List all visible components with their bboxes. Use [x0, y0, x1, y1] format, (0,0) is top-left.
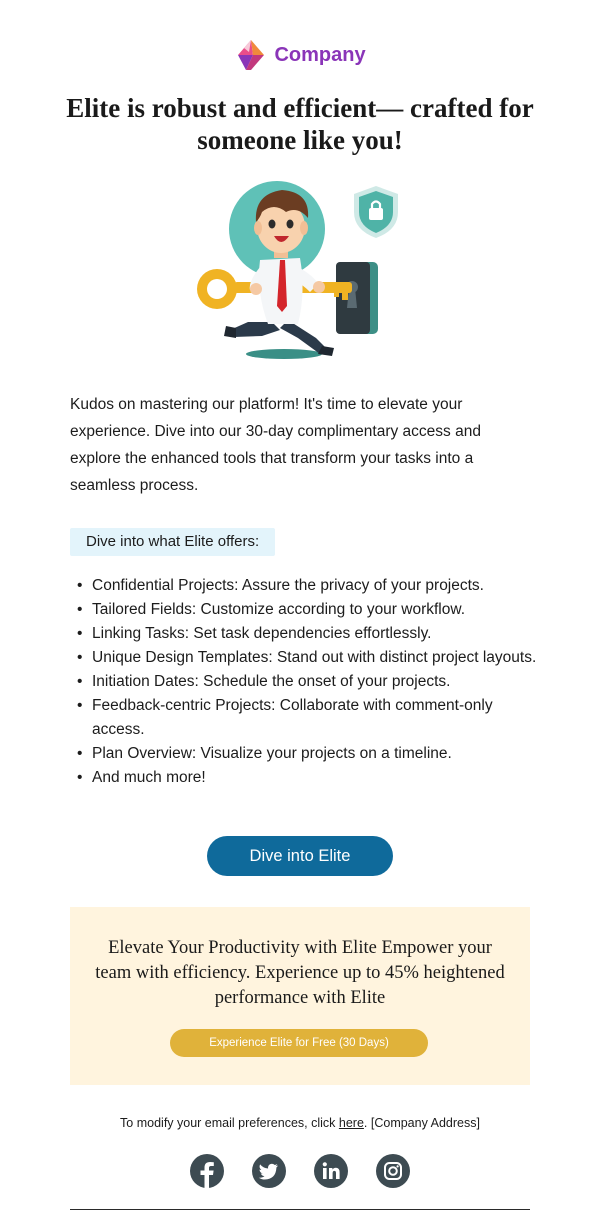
social-links — [190, 1154, 410, 1188]
promo-box — [70, 907, 530, 1085]
list-item: • Confidential Projects: Assure the privacy of your projects. — [70, 574, 540, 598]
businessman-with-key-illustration — [190, 172, 410, 364]
footer-divider — [70, 1209, 530, 1210]
footer-suffix: . [Company Address] — [363, 1116, 480, 1130]
promo-text: Elevate Your Productivity with Elite Empower your team with efficiency. Experience up to 45% heightened performance with Elite — [95, 938, 505, 1008]
dive-into-elite-button[interactable]: Dive into Elite — [207, 836, 393, 876]
list-item: • Unique Design Templates: Stand out with distinct project layouts. — [70, 646, 540, 670]
kite-logo-icon — [234, 38, 268, 72]
footer-prefix: To modify your email preferences, click — [120, 1116, 339, 1130]
free-trial-button[interactable]: Experience Elite for Free (30 Days) — [170, 1029, 428, 1057]
list-item: • Initiation Dates: Schedule the onset of your projects. — [70, 670, 540, 694]
instagram-icon[interactable] — [376, 1154, 410, 1188]
list-item: • Plan Overview: Visualize your projects on a timeline. — [70, 742, 540, 766]
list-item: • Feedback-centric Projects: Collaborate with comment-only access. — [70, 694, 540, 742]
list-item: • Tailored Fields: Customize according to your workflow. — [70, 598, 540, 622]
brand-name: Company — [274, 43, 366, 66]
offers-chip: Dive into what Elite offers: — [70, 528, 275, 556]
list-item: • And much more! — [70, 766, 540, 790]
shield-lock-icon — [354, 186, 398, 238]
linkedin-icon[interactable] — [314, 1154, 348, 1188]
brand-logo — [0, 38, 600, 72]
facebook-icon[interactable] — [190, 1154, 224, 1188]
twitter-icon[interactable] — [252, 1154, 286, 1188]
email-preferences-note — [0, 1116, 600, 1130]
feature-list — [70, 574, 540, 790]
list-item: • Linking Tasks: Set task dependencies effortlessly. — [70, 622, 540, 646]
preferences-link[interactable]: here — [338, 1116, 364, 1130]
page-title: Elite is robust and efficient— crafted for someone like you! — [66, 93, 534, 155]
intro-paragraph: Kudos on mastering our platform! It's time to elevate your experience. Dive into our 30-day complimentary access and explore the enhanced tools that transform your tasks into a seamless process. — [70, 396, 481, 494]
